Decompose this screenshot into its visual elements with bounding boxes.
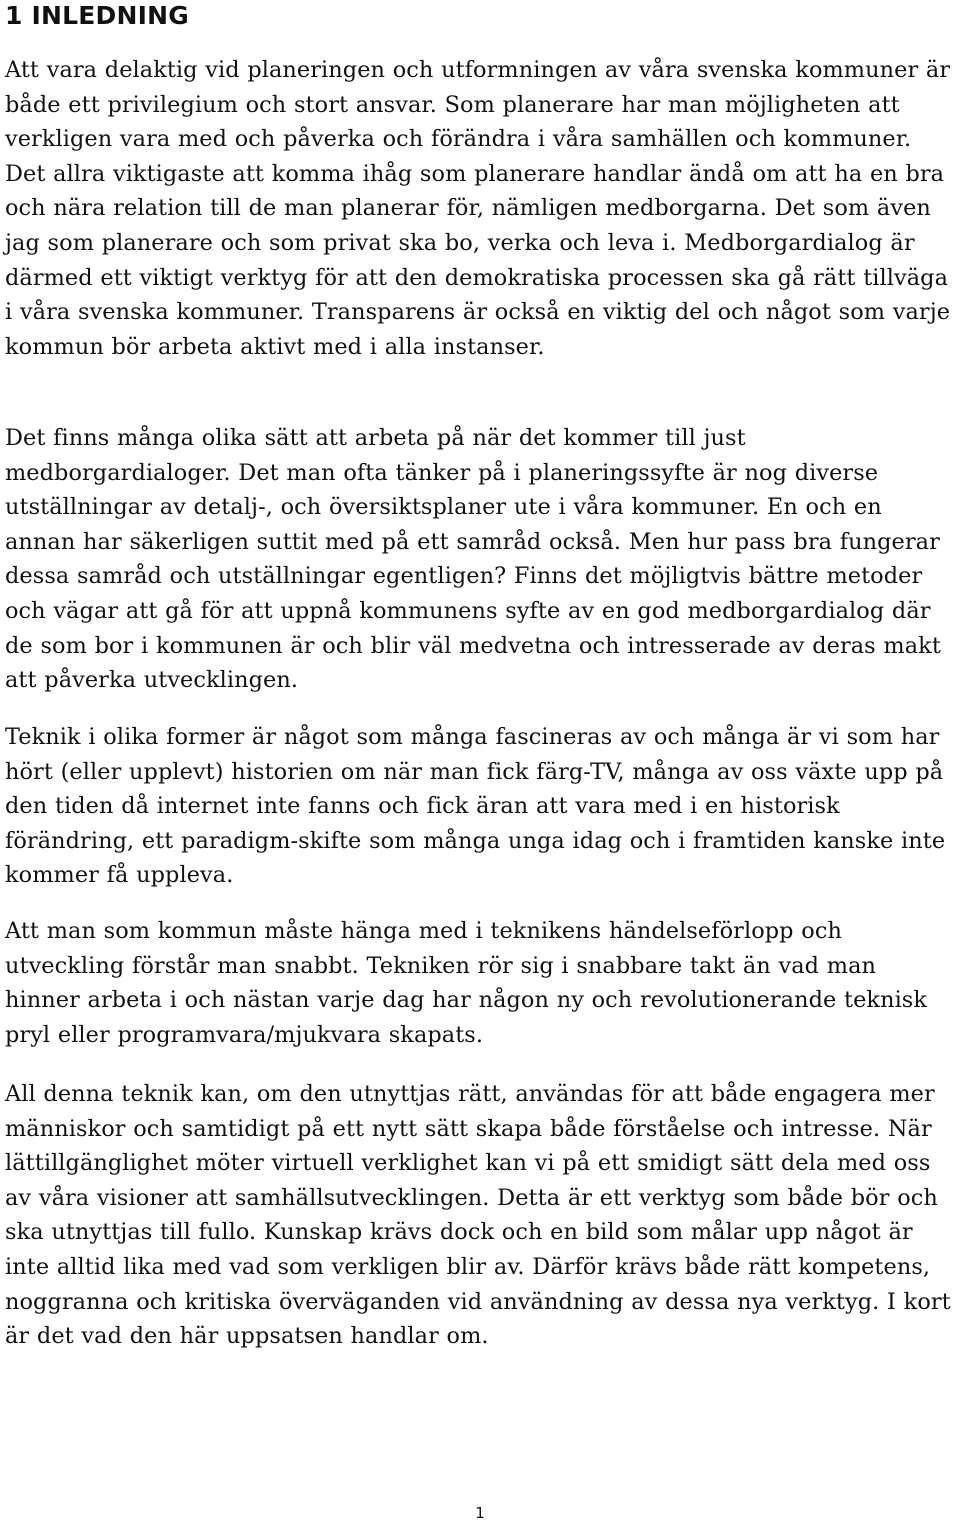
paragraph-introduction: Att vara delaktig vid planeringen och utformningen av våra svenska kommuner är både ett privilegium och stort ansvar. Som planerare har man möjligheten att verkligen vara med och påverka och förändra i våra samhällen och kommuner. Det allra viktigaste att komma ihåg som planerare handlar ändå om att ha en bra och nära relation till de man planerar för, nämligen medborgarna. Det som även jag som planerare och som privat ska bo, verka och leva i. Medborgardialog är därmed ett viktigt verktyg för att den demokratiska processen ska gå rätt tillväga i våra svenska kommuner. Transparens är också en viktig del och något som varje kommun bör arbeta aktivt med i alla instanser. <box>5 57 951 360</box>
paragraph-technology-history: Teknik i olika former är något som många fascineras av och många är vi som har hört (eller upplevt) historien om när man fick färg-TV, många av oss växte upp på den tiden då internet inte fanns och fick äran att vara med i en historisk förändring, ett paradigm-skifte som många unga idag och i framtiden kanske inte kommer få uppleva. <box>5 724 946 889</box>
document-page <box>5 0 957 1350</box>
section-heading: 1 INLEDNING <box>5 1 189 30</box>
paragraph-technology-pace: Att man som kommun måste hänga med i teknikens händelseförlopp och utveckling förstår man snabbt. Tekniken rör sig i snabbare takt än vad man hinner arbeta i och nästan varje dag har någon ny och revolutionerande teknisk pryl eller programvara/mjukvara skapats. <box>5 918 928 1048</box>
paragraph-citizen-dialogue: Det finns många olika sätt att arbeta på när det kommer till just medborgardialoger. Det man ofta tänker på i planeringssyfte är nog diverse utställningar av detalj-, och översiktsplaner ute i våra kommuner. En och en annan har säkerligen suttit med på ett samråd också. Men hur pass bra fungerar dessa samråd och utställningar egentligen? Finns det möjligtvis bättre metoder och vägar att gå för att uppnå kommunens syfte av en god medborgardialog där de som bor i kommunen är och blir väl medvetna och intresserade av deras makt att påverka utvecklingen. <box>5 425 941 694</box>
page-number: 1 <box>475 1504 485 1522</box>
paragraph-thesis-purpose: All denna teknik kan, om den utnyttjas rätt, användas för att både engagera mer människor och samtidigt på ett nytt sätt skapa både förståelse och intresse. När lättillgänglighet möter virtuell verklighet kan vi på ett smidigt sätt dela med oss av våra visioner att samhällsutvecklingen. Detta är ett verktyg som både bör och ska utnyttjas till fullo. Kunskap krävs dock och en bild som målar upp något är inte alltid lika med vad som verkligen blir av. Därför krävs både rätt kompetens, noggranna och kritiska överväganden vid användning av dessa nya verktyg. I kort är det vad den här uppsatsen handlar om. <box>5 1081 951 1350</box>
